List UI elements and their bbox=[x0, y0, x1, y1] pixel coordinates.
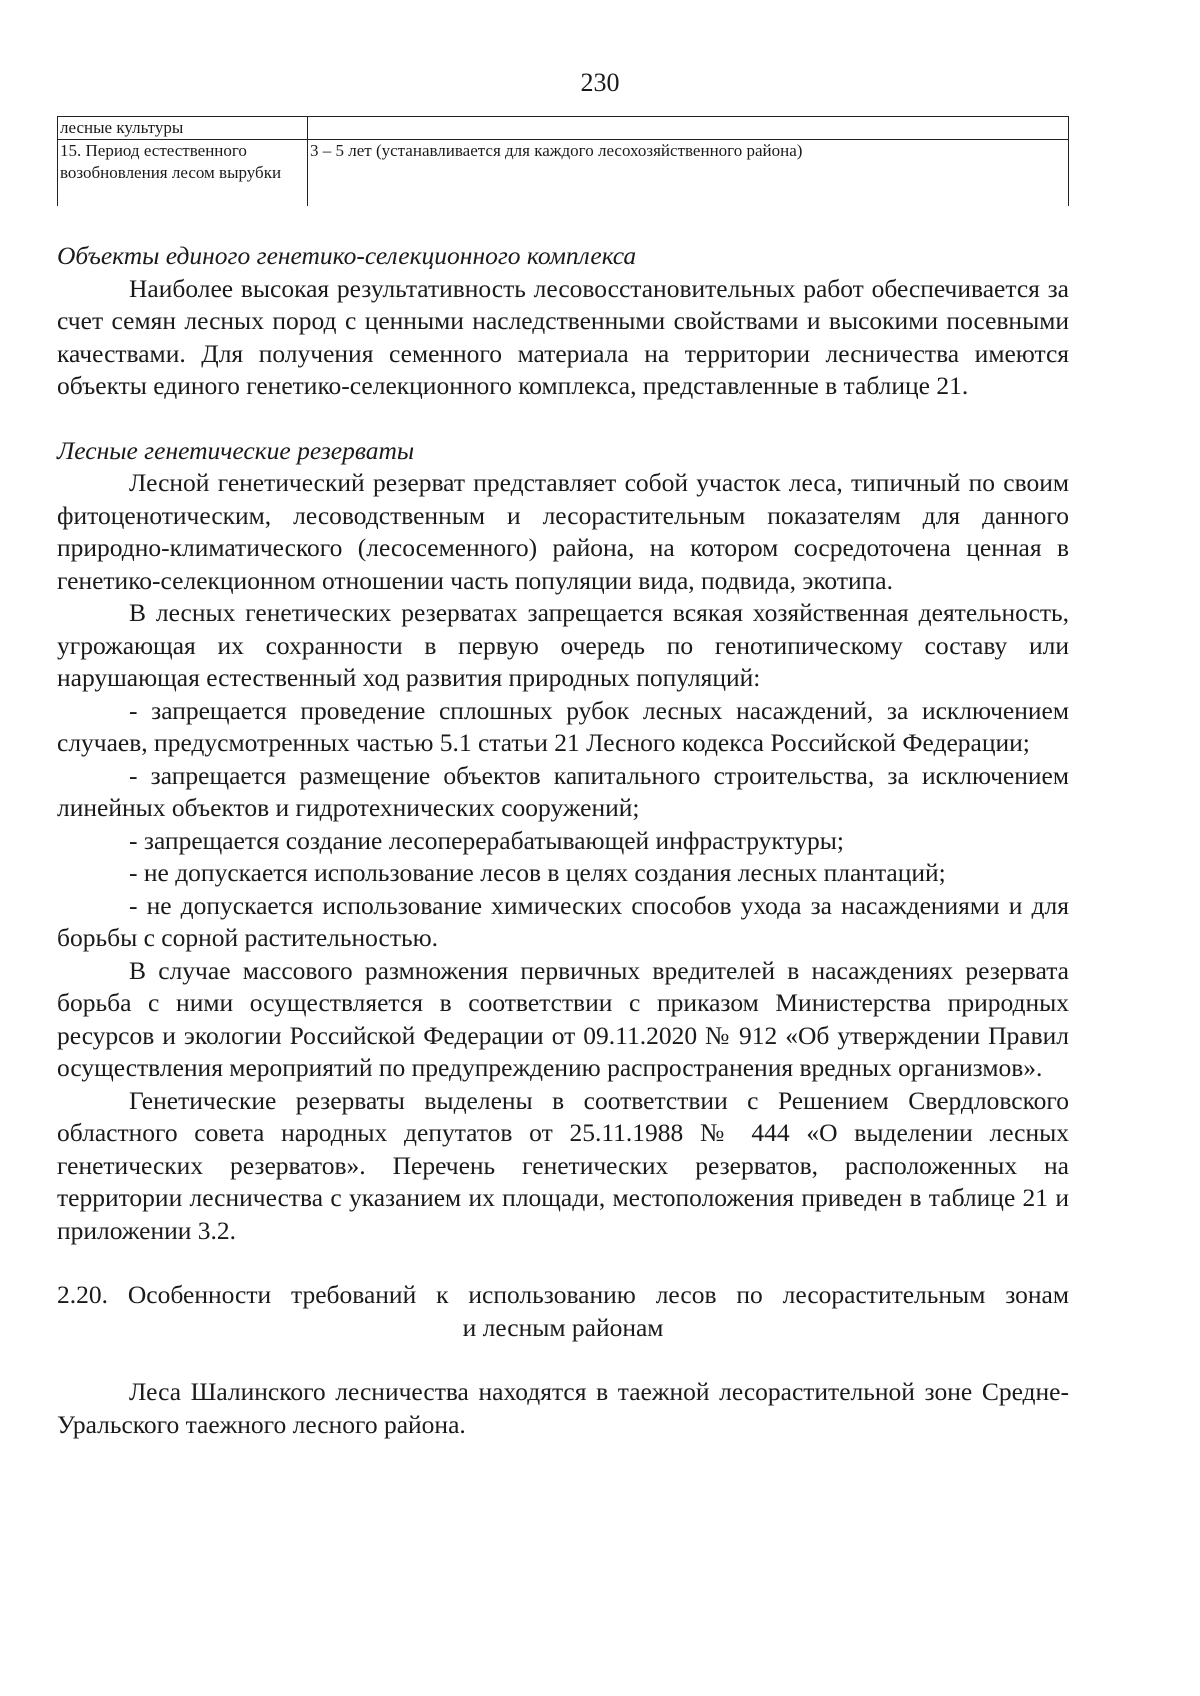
paragraph: В лесных генетических резерватах запрещается всякая хозяйственная деятельность, угрожающая их сохранности в первую очередь по генотипическому составу или нарушающая естественный ход развития природных популяций: bbox=[57, 598, 1069, 692]
carryover-table bbox=[57, 116, 1069, 206]
list-item: - запрещается проведение сплошных рубок лесных насаждений, за исключением случаев, предусмотренных частью 5.1 статьи 21 Лесного кодекса Российской Федерации; bbox=[57, 695, 1069, 757]
section-heading-line: 2.20. Особенности требований к использованию лесов по лесорастительным зонам bbox=[57, 1280, 1069, 1309]
paragraph: Генетические резерваты выделены в соответствии с Решением Свердловского областного совета народных депутатов от 25.11.1988 № 444 «О выделении лесных генетических резерватов». Перечень генетических резерватов, расположенных на территории лесничества с указанием их площади, местоположения приведен в таблице 21 и приложении 3.2. bbox=[57, 1085, 1069, 1245]
table-row bbox=[58, 117, 1069, 140]
section-heading-2-20 bbox=[57, 1279, 1069, 1344]
section-heading-line: и лесным районам bbox=[462, 1312, 664, 1342]
table-cell: 3 – 5 лет (устанавливается для каждого лесохозяйственного района) bbox=[308, 140, 1069, 207]
paragraph: Леса Шалинского лесничества находятся в таежной лесорастительной зоне Средне-Уральского таежного лесного района. bbox=[57, 1377, 1069, 1439]
section-heading-genetic-complex: Объекты единого генетико-селекционного комплекса bbox=[57, 241, 637, 270]
list-item: - запрещается размещение объектов капитального строительства, за исключением линейных объектов и гидротехнических сооружений; bbox=[57, 760, 1069, 822]
table-cell: лесные культуры bbox=[58, 117, 308, 140]
paragraph: Лесной генетический резерват представляет собой участок леса, типичный по своим фитоценотическим, лесоводственным и лесорастительным показателям для данного природно-климатического (лесосеменного) района, на котором сосредоточена ценная в генетико-селекционном отношении часть популяции вида, подвида, экотипа. bbox=[57, 468, 1069, 595]
document-body bbox=[57, 240, 1069, 1441]
paragraph: Наиболее высокая результативность лесовосстановительных работ обеспечивается за счет семян лесных пород с ценными наследственными свойствами и высокими посевными качествами. Для получения семенного материала на территории лесничества имеются объекты единого генетико-селекционного комплекса, представленные в таблице 21. bbox=[57, 273, 1069, 400]
table-cell: 15. Период естественного возобновления лесом вырубки bbox=[58, 140, 308, 207]
list-item: - не допускается использование лесов в целях создания лесных плантаций; bbox=[129, 858, 946, 887]
page-number: 230 bbox=[580, 68, 620, 97]
table-row bbox=[58, 140, 1069, 207]
table-cell bbox=[308, 117, 1069, 140]
list-item: - не допускается использование химических способов ухода за насаждениями и для борьбы с сорной растительностью. bbox=[57, 890, 1069, 952]
paragraph: В случае массового размножения первичных вредителей в насаждениях резервата борьба с ними осуществляется в соответствии с приказом Министерства природных ресурсов и экологии Российской Федерации от 09.11.2020 № 912 «Об утверждении Правил осуществления мероприятий по предупреждению распространения вредных организмов». bbox=[57, 955, 1069, 1082]
section-heading-genetic-reserves: Лесные генетические резерваты bbox=[57, 435, 415, 465]
list-item: - запрещается создание лесоперерабатывающей инфраструктуры; bbox=[129, 825, 844, 855]
